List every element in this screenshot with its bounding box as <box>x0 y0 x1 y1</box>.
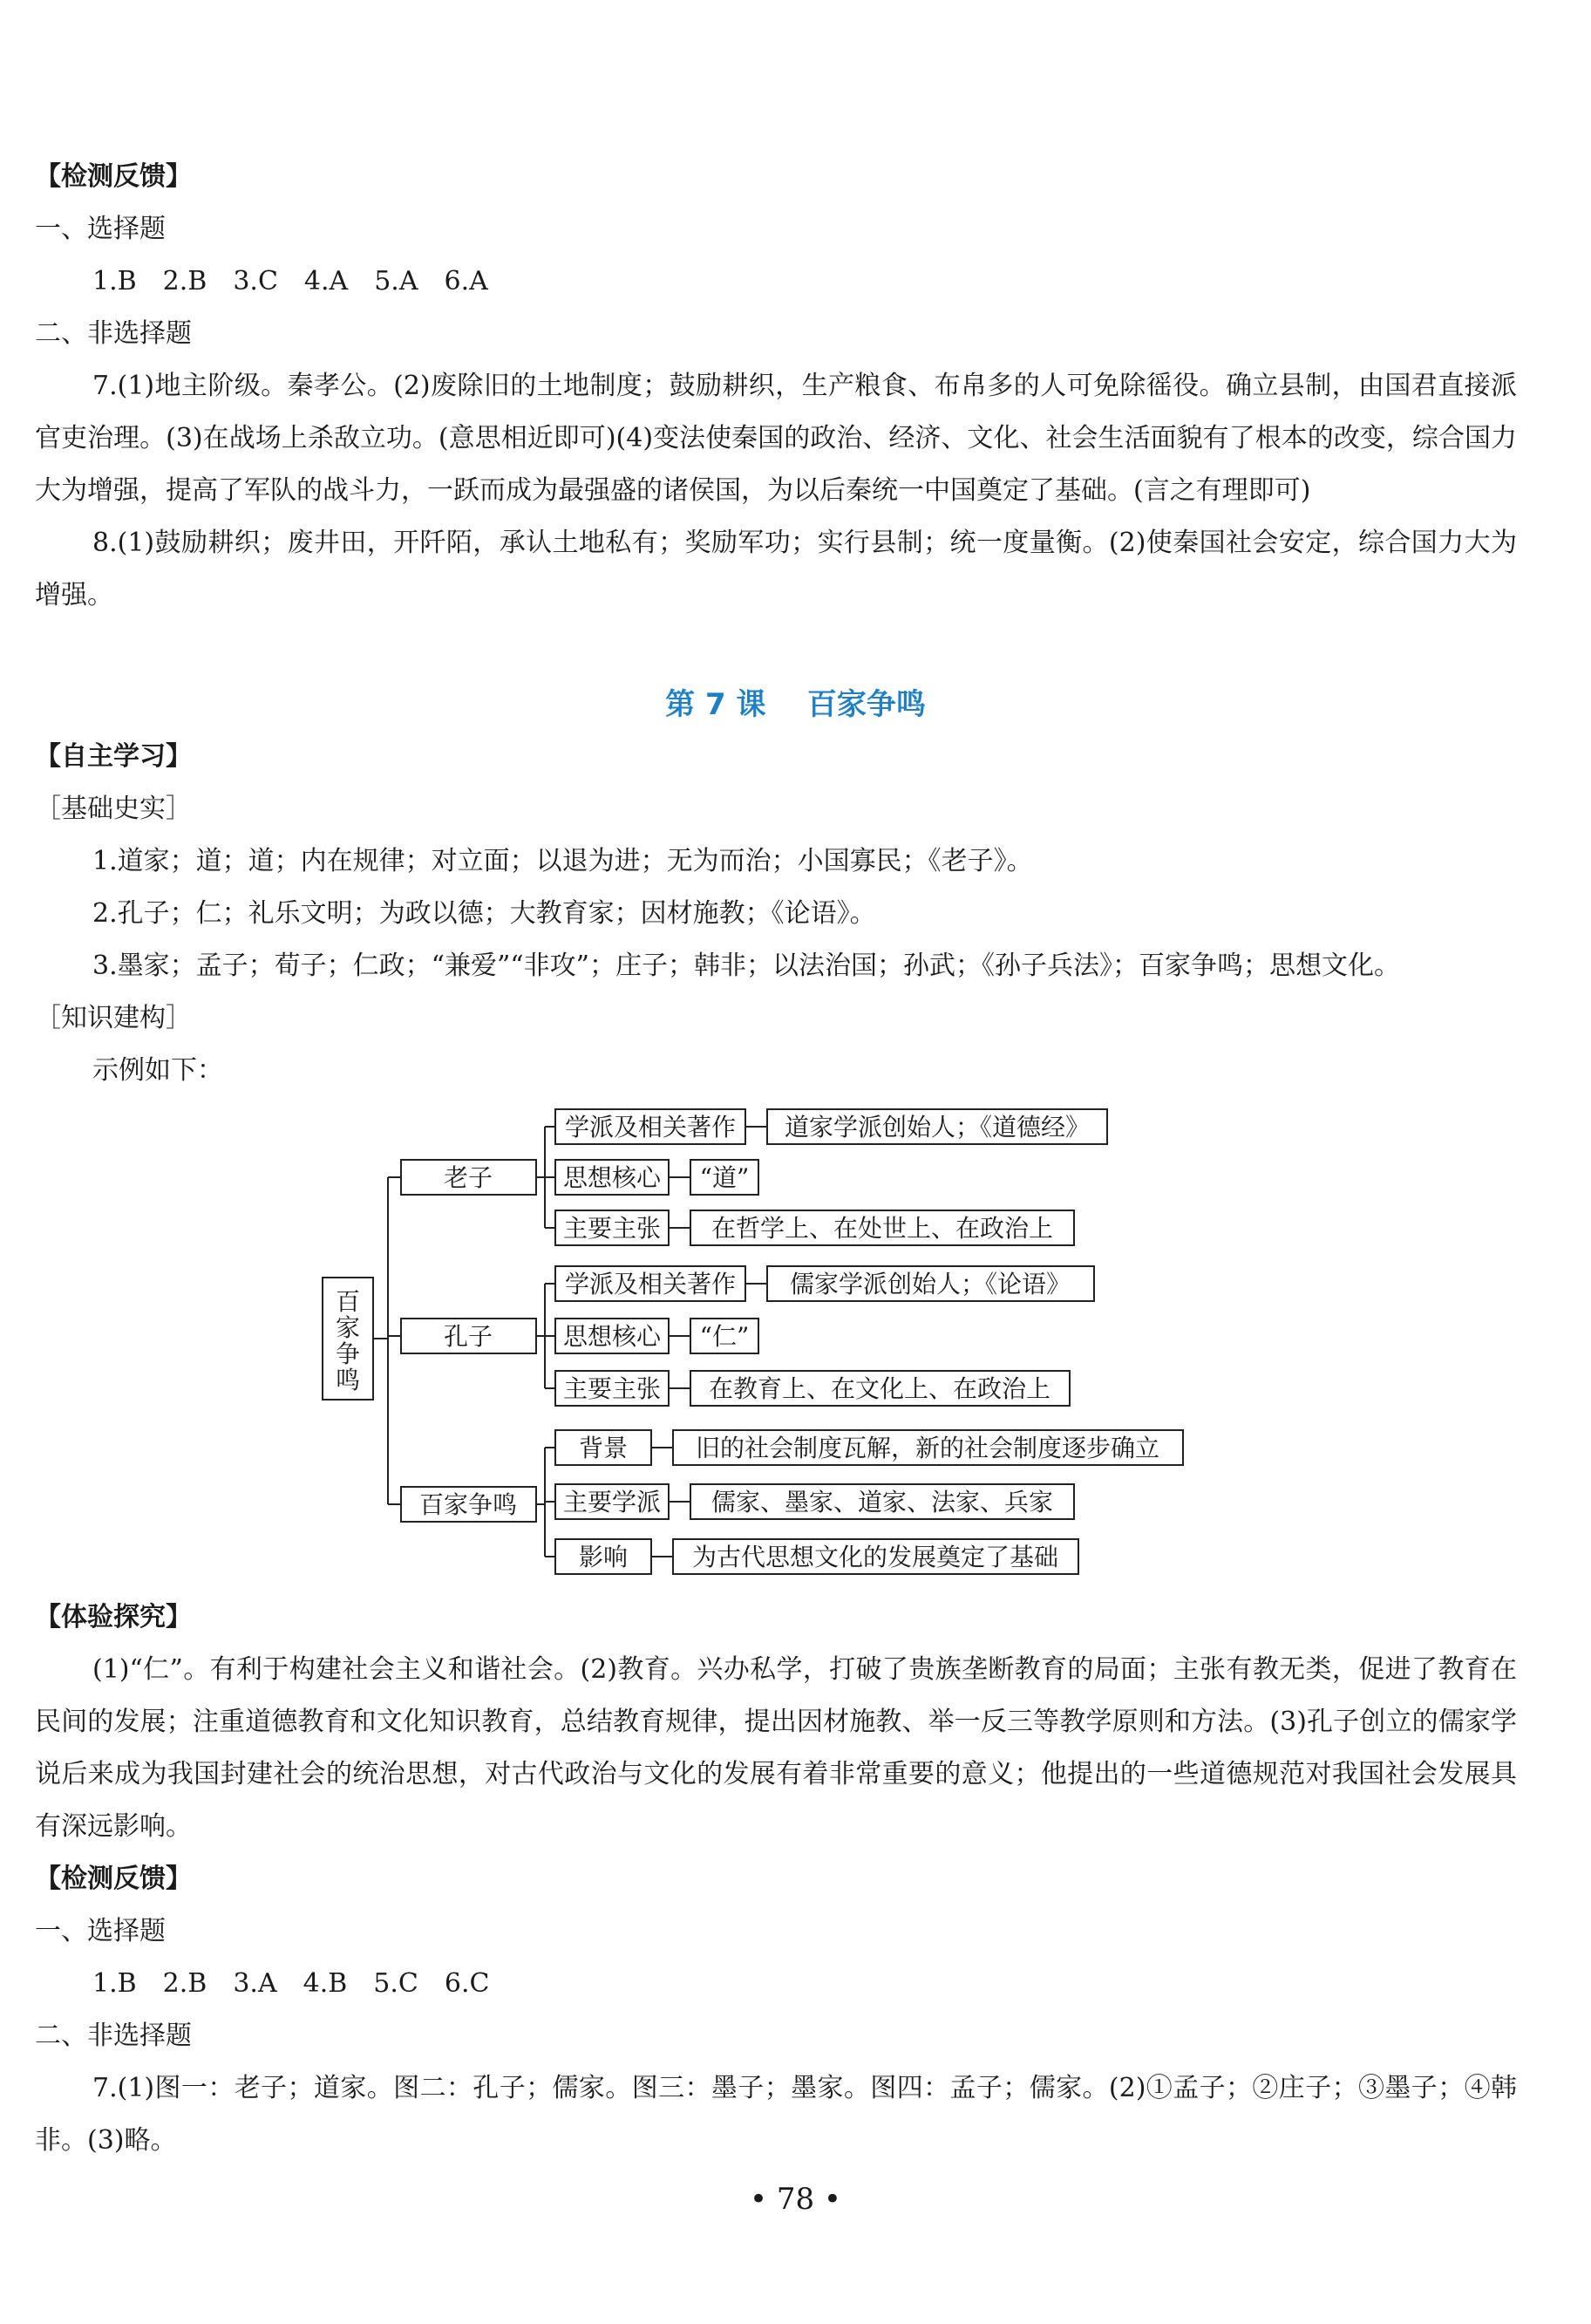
lesson-name: 百家争鸣 <box>806 687 926 722</box>
value-label: 在哲学上、在处世上、在政治上 <box>711 1214 1054 1243</box>
fact-2: 2.孔子；仁；礼乐文明；为政以德；大教育家；因材施教；《论语》。 <box>92 898 876 929</box>
self-study-section <box>35 731 1517 1097</box>
value-label: 儒家、墨家、道家、法家、兵家 <box>711 1488 1054 1516</box>
build-subheading: ［知识建构］ <box>35 1003 192 1033</box>
exploration-text: (1)“仁”。有利于构建社会主义和谐社会。(2)教育。兴办私学，打破了贵族垄断教育的局面；主张有教无类，促进了教育在民间的发展；注重道德教育和文化知识教育，总结教育规律，提出因材施教、举一反三等教学原则和方法。(3)孔子创立的儒家学说后来成为我国封建社会的统治思想，对古代政治与文化的发展有着非常重要的意义；他提出的一些道德规范对我国社会发展具有深远影响。 <box>35 1654 1517 1842</box>
q7-answer-2: 7.(1)图一：老子；道家。图二：孔子；儒家。图三：墨子；墨家。图四：孟子；儒家。(2)①孟子；②庄子；③墨子；④韩非。(3)略。 <box>35 2073 1517 2156</box>
feedback-heading-1: 【检测反馈】 <box>35 161 192 192</box>
branch-label-baijia: 百家争鸣 <box>418 1490 518 1519</box>
exploration-heading: 【体验探究】 <box>35 1602 192 1632</box>
feedback-heading-2: 【检测反馈】 <box>35 1864 192 1894</box>
value-label: 儒家学派创始人；《论语》 <box>789 1270 1071 1298</box>
root-char-2: 家 <box>335 1313 361 1342</box>
branch-label-laozi: 老子 <box>443 1163 493 1192</box>
feedback-section-1 <box>35 151 1517 622</box>
q8-answer-1: 8.(1)鼓励耕织；废井田，开阡陌，承认土地私有；奖励军功；实行县制；统一度量衡。(2)使秦国社会安定，综合国力大为增强。 <box>35 528 1517 610</box>
key-label: 影响 <box>578 1543 629 1571</box>
example-label: 示例如下： <box>92 1055 223 1086</box>
key-label: 思想核心 <box>562 1322 662 1351</box>
value-label: 旧的社会制度瓦解，新的社会制度逐步确立 <box>695 1434 1160 1462</box>
key-label: 学派及相关著作 <box>564 1113 737 1142</box>
q7-answer-1: 7.(1)地主阶级。秦孝公。(2)废除旧的土地制度；鼓励耕织，生产粮食、布帛多的人可免除徭役。确立县制，由国君直接派官吏治理。(3)在战场上杀敌立功。(意思相近即可)(4)变法使秦国的政治、经济、文化、社会生活面貌有了根本的改变，综合国力大为增强，提高了军队的战斗力，一跃而成为最强盛的诸侯国，为以后秦统一中国奠定了基础。(言之有理即可) <box>35 371 1517 506</box>
key-label: 主要主张 <box>562 1214 662 1243</box>
key-label: 学派及相关著作 <box>564 1270 737 1298</box>
fact-1: 1.道家；道；道；内在规律；对立面；以退为进；无为而治；小国寡民；《老子》。 <box>92 846 1033 876</box>
key-label: 主要学派 <box>562 1488 662 1516</box>
nonmc-label-1: 二、非选择题 <box>35 318 192 349</box>
value-label: 在教育上、在文化上、在政治上 <box>708 1374 1051 1403</box>
exploration-section <box>35 1591 1517 1853</box>
key-label: 背景 <box>578 1434 629 1462</box>
mc-label-2: 一、选择题 <box>35 1916 166 1946</box>
mc-label-1: 一、选择题 <box>35 214 166 244</box>
lesson-number: 第 7 课 <box>665 687 766 722</box>
value-label: “道” <box>699 1163 750 1192</box>
lesson-title <box>0 678 1591 731</box>
knowledge-diagram <box>0 1099 1591 1587</box>
value-label: 为古代思想文化的发展奠定了基础 <box>691 1543 1059 1571</box>
nonmc-label-2: 二、非选择题 <box>35 2021 192 2051</box>
page-number: • 78 • <box>750 2182 841 2217</box>
key-label: 思想核心 <box>562 1163 662 1192</box>
root-char-1: 百 <box>335 1287 361 1316</box>
branch-label-kongzi: 孔子 <box>443 1322 493 1351</box>
value-label: “仁” <box>699 1322 750 1351</box>
mc-answers-2: 1.B 2.B 3.A 4.B 5.C 6.C <box>92 1968 490 1999</box>
facts-subheading: ［基础史实］ <box>35 794 192 824</box>
root-char-3: 争 <box>335 1339 361 1368</box>
feedback-section-2 <box>35 1853 1517 2167</box>
fact-3: 3.墨家；孟子；荀子；仁政；“兼爱”“非攻”；庄子；韩非；以法治国；孙武；《孙子兵法》；百家争鸣；思想文化。 <box>92 951 1400 981</box>
key-label: 主要主张 <box>562 1374 662 1403</box>
self-study-heading: 【自主学习】 <box>35 741 192 772</box>
mc-answers-1: 1.B 2.B 3.C 4.A 5.A 6.A <box>92 266 488 296</box>
root-char-4: 鸣 <box>335 1366 361 1394</box>
value-label: 道家学派创始人；《道德经》 <box>784 1113 1091 1142</box>
